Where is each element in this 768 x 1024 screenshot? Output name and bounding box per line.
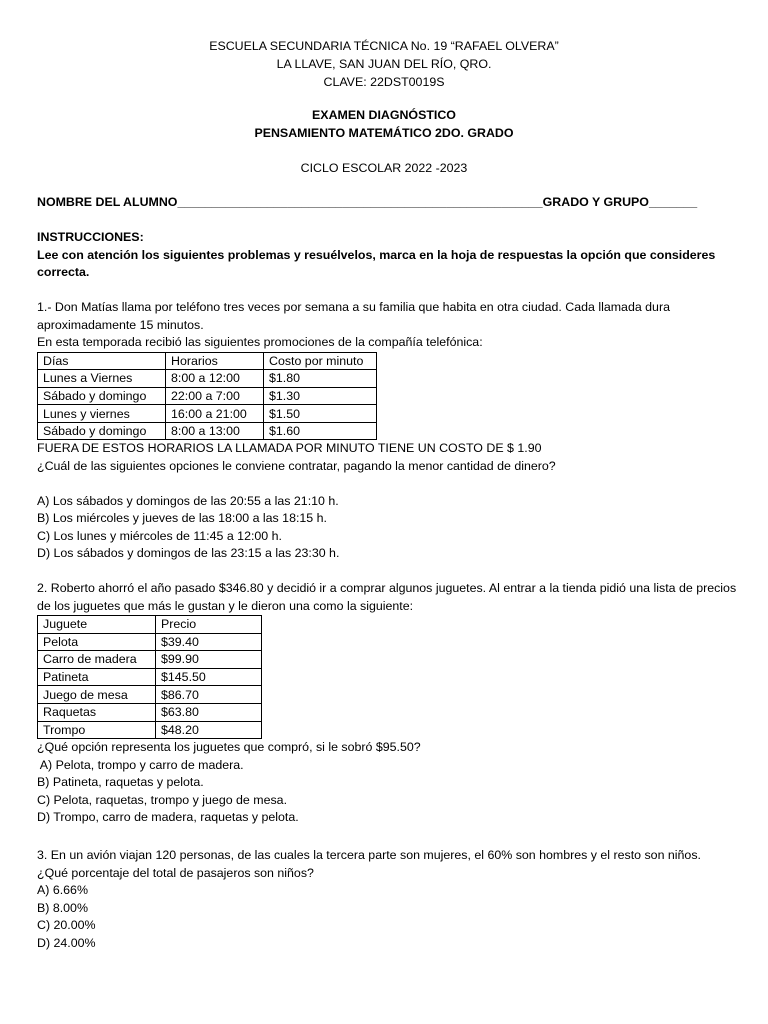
table-cell: $1.50	[264, 405, 377, 423]
school-address: LA LLAVE, SAN JUAN DEL RÍO, QRO.	[276, 57, 492, 71]
table-cell: Lunes y viernes	[38, 405, 166, 423]
option-c[interactable]: C) Los lunes y miércoles de 11:45 a 12:00 h.	[37, 528, 282, 543]
table-cell: $48.20	[156, 721, 262, 739]
question-2-options	[37, 757, 737, 827]
table-row	[38, 651, 262, 669]
table-cell: 8:00 a 13:00	[166, 422, 264, 440]
table-cell: $145.50	[156, 668, 262, 686]
table-header-cell: Costo por minuto	[264, 352, 377, 370]
option-a[interactable]: A) 6.66%	[37, 883, 88, 897]
group-field[interactable]: _______	[648, 195, 698, 209]
table-header-cell: Días	[38, 352, 166, 370]
table-row	[38, 370, 377, 388]
table-row	[38, 721, 262, 739]
table-cell: $99.90	[156, 651, 262, 669]
question-3	[37, 847, 737, 952]
student-name-field[interactable]: _____________________________________________________	[177, 195, 543, 209]
table-cell: Pelota	[38, 633, 156, 651]
question-1-text: 1.- Don Matías llama por teléfono tres veces por semana a su familia que habita en otra ciudad. Cada llamada dura aproximadamente 15 minutos.	[37, 300, 670, 332]
table-cell: Sábado y domingo	[38, 387, 166, 405]
table-cell: Trompo	[38, 721, 156, 739]
table-cell: $63.80	[156, 703, 262, 721]
table-row	[38, 703, 262, 721]
question-3-text: 3. En un avión viajan 120 personas, de las cuales la tercera parte son mujeres, el 60% son hombres y el resto son niños.	[37, 848, 701, 862]
option-b[interactable]: B) 8.00%	[37, 900, 88, 915]
exam-title: EXAMEN DIAGNÓSTICO	[312, 108, 456, 122]
table-cell: Sábado y domingo	[38, 422, 166, 440]
table-cell: Lunes a Viernes	[38, 370, 166, 388]
option-d[interactable]: D) Trompo, carro de madera, raquetas y pelota.	[37, 810, 299, 825]
option-b[interactable]: B) Patineta, raquetas y pelota.	[37, 775, 204, 790]
instructions-heading: INSTRUCCIONES:	[37, 230, 144, 244]
table-row	[38, 387, 377, 405]
school-name: ESCUELA SECUNDARIA TÉCNICA No. 19 “RAFAEL OLVERA”	[209, 39, 559, 53]
table-row	[38, 668, 262, 686]
phone-rates-table	[37, 352, 377, 441]
table-cell: $1.30	[264, 387, 377, 405]
toy-prices-table	[37, 615, 262, 739]
exam-title-block	[0, 107, 768, 142]
table-cell: $86.70	[156, 686, 262, 704]
question-1-note: FUERA DE ESTOS HORARIOS LA LLAMADA POR MINUTO TIENE UN COSTO DE $ 1.90	[37, 441, 542, 456]
question-3-question: ¿Qué porcentaje del total de pasajeros son niños?	[37, 865, 314, 880]
question-2	[37, 580, 737, 827]
table-cell: $1.60	[264, 422, 377, 440]
option-b[interactable]: B) Los miércoles y jueves de las 18:00 a las 18:15 h.	[37, 511, 327, 526]
table-row	[38, 686, 262, 704]
table-header-cell: Horarios	[166, 352, 264, 370]
table-header-row	[38, 616, 262, 634]
table-cell: 22:00 a 7:00	[166, 387, 264, 405]
table-row	[38, 633, 262, 651]
table-cell: $39.40	[156, 633, 262, 651]
table-cell: $1.80	[264, 370, 377, 388]
group-label: GRADO Y GRUPO	[542, 195, 649, 209]
table-cell: Juego de mesa	[38, 686, 156, 704]
table-row	[38, 405, 377, 423]
student-name-label: NOMBRE DEL ALUMNO	[37, 195, 178, 209]
question-2-text: 2. Roberto ahorró el año pasado $346.80 y decidió ir a comprar algunos juguetes. Al entrar a la tienda pidió una lista de precios de los juguetes que más le gustan y le dieron una como la siguiente:	[37, 581, 737, 613]
question-1-options	[37, 493, 737, 563]
option-c[interactable]: C) 20.00%	[37, 918, 96, 932]
question-1	[37, 299, 737, 563]
question-1-intro: En esta temporada recibió las siguientes promociones de la compañía telefónica:	[37, 335, 483, 349]
table-cell: 16:00 a 21:00	[166, 405, 264, 423]
school-clave: CLAVE: 22DST0019S	[323, 75, 445, 89]
option-d[interactable]: D) Los sábados y domingos de las 23:15 a las 23:30 h.	[37, 546, 340, 561]
instructions-text: Lee con atención los siguientes problemas y resuélvelos, marca en la hoja de respuestas la opción que consideres correcta.	[37, 247, 716, 279]
table-cell: 8:00 a 12:00	[166, 370, 264, 388]
table-cell: Patineta	[38, 668, 156, 686]
table-cell: Raquetas	[38, 703, 156, 721]
option-a[interactable]: A) Pelota, trompo y carro de madera.	[37, 757, 244, 772]
table-header-cell: Juguete	[38, 616, 156, 634]
instructions	[37, 229, 737, 282]
question-3-options	[37, 882, 737, 952]
table-header-cell: Precio	[156, 616, 262, 634]
exam-subject: PENSAMIENTO MATEMÁTICO 2DO. GRADO	[254, 125, 514, 140]
option-d[interactable]: D) 24.00%	[37, 935, 96, 950]
question-1-question: ¿Cuál de las siguientes opciones le conviene contratar, pagando la menor cantidad de dinero?	[37, 458, 556, 473]
table-header-row	[38, 352, 377, 370]
student-info-line	[37, 194, 697, 212]
question-2-question: ¿Qué opción representa los juguetes que compró, si le sobró $95.50?	[37, 740, 421, 755]
table-row	[38, 422, 377, 440]
school-cycle: CICLO ESCOLAR 2022 -2023	[300, 161, 468, 175]
table-cell: Carro de madera	[38, 651, 156, 669]
option-a[interactable]: A) Los sábados y domingos de las 20:55 a las 21:10 h.	[37, 493, 339, 508]
option-c[interactable]: C) Pelota, raquetas, trompo y juego de mesa.	[37, 792, 288, 807]
school-header	[0, 38, 768, 92]
